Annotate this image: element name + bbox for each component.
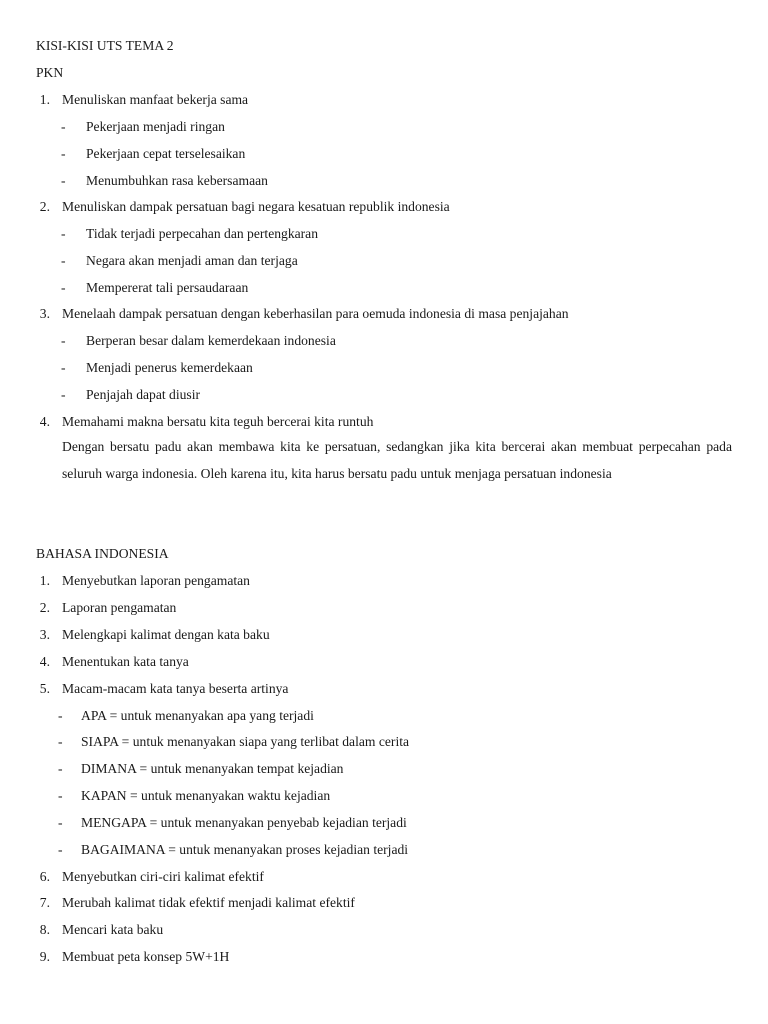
dash-bullet: - bbox=[58, 761, 63, 776]
list-number: 9. bbox=[39, 949, 50, 964]
sub-item-text: MENGAPA = untuk menanyakan penyebab kejadian terjadi bbox=[81, 815, 407, 830]
dash-bullet: - bbox=[61, 360, 66, 375]
sub-item-text: DIMANA = untuk menanyakan tempat kejadian bbox=[81, 761, 344, 776]
sub-item-text: Mempererat tali persaudaraan bbox=[86, 280, 249, 295]
sub-item-text: Berperan besar dalam kemerdekaan indonesia bbox=[86, 333, 336, 348]
list-item-text: Menyebutkan laporan pengamatan bbox=[62, 573, 250, 588]
dash-bullet: - bbox=[61, 333, 66, 348]
explanation-paragraph: Dengan bersatu padu akan membawa kita ke persatuan, sedangkan jika kita bercerai akan membuat perpecahan pada seluruh warga indonesia. Oleh karena itu, kita harus bersatu padu untuk menjaga persatuan indonesia bbox=[62, 439, 732, 481]
sub-item-text: Penjajah dapat diusir bbox=[86, 387, 201, 402]
list-item-text: Membuat peta konsep 5W+1H bbox=[62, 949, 230, 964]
dash-bullet: - bbox=[61, 253, 66, 268]
list-number: 2. bbox=[39, 199, 50, 214]
list-item-text: Merubah kalimat tidak efektif menjadi kalimat efektif bbox=[62, 895, 355, 910]
dash-bullet: - bbox=[58, 788, 63, 803]
dash-bullet: - bbox=[61, 280, 66, 295]
sub-item-text: BAGAIMANA = untuk menanyakan proses kejadian terjadi bbox=[81, 842, 409, 857]
list-number: 6. bbox=[39, 869, 50, 884]
list-number: 4. bbox=[39, 414, 50, 429]
list-item-text: Menuliskan dampak persatuan bagi negara kesatuan republik indonesia bbox=[62, 199, 450, 214]
list-number: 1. bbox=[39, 573, 50, 588]
sub-item-text: Pekerjaan cepat terselesaikan bbox=[86, 146, 246, 161]
list-number: 3. bbox=[39, 627, 50, 642]
list-item-text: Menyebutkan ciri-ciri kalimat efektif bbox=[62, 869, 264, 884]
dash-bullet: - bbox=[61, 387, 66, 402]
list-number: 3. bbox=[39, 306, 50, 321]
dash-bullet: - bbox=[58, 815, 63, 830]
dash-bullet: - bbox=[58, 842, 63, 857]
list-number: 1. bbox=[39, 92, 50, 107]
list-number: 4. bbox=[39, 654, 50, 669]
dash-bullet: - bbox=[61, 173, 66, 188]
sub-item-text: Menumbuhkan rasa kebersamaan bbox=[86, 173, 268, 188]
section-heading-pkn: PKN bbox=[36, 65, 64, 80]
list-item-text: Mencari kata baku bbox=[62, 922, 164, 937]
list-number: 8. bbox=[39, 922, 50, 937]
dash-bullet: - bbox=[61, 146, 66, 161]
list-item-text: Menelaah dampak persatuan dengan keberhasilan para oemuda indonesia di masa penjajahan bbox=[62, 306, 569, 321]
sub-item-text: APA = untuk menanyakan apa yang terjadi bbox=[81, 708, 314, 723]
list-item-text: Laporan pengamatan bbox=[62, 600, 177, 615]
dash-bullet: - bbox=[61, 119, 66, 134]
list-item-text: Melengkapi kalimat dengan kata baku bbox=[62, 627, 270, 642]
dash-bullet: - bbox=[61, 226, 66, 241]
section-heading-bahasa-indonesia: BAHASA INDONESIA bbox=[36, 546, 169, 561]
list-item-text: Menuliskan manfaat bekerja sama bbox=[62, 92, 249, 107]
sub-item-text: Menjadi penerus kemerdekaan bbox=[86, 360, 253, 375]
sub-item-text: Pekerjaan menjadi ringan bbox=[86, 119, 225, 134]
sub-item-text: Negara akan menjadi aman dan terjaga bbox=[86, 253, 298, 268]
list-number: 5. bbox=[39, 681, 50, 696]
dash-bullet: - bbox=[58, 708, 63, 723]
list-number: 7. bbox=[39, 895, 50, 910]
list-item-text: Memahami makna bersatu kita teguh bercerai kita runtuh bbox=[62, 414, 374, 429]
sub-item-text: KAPAN = untuk menanyakan waktu kejadian bbox=[81, 788, 331, 803]
list-item-text: Menentukan kata tanya bbox=[62, 654, 189, 669]
dash-bullet: - bbox=[58, 734, 63, 749]
sub-item-text: Tidak terjadi perpecahan dan pertengkaran bbox=[86, 226, 319, 241]
list-item-text: Macam-macam kata tanya beserta artinya bbox=[62, 681, 289, 696]
sub-item-text: SIAPA = untuk menanyakan siapa yang terlibat dalam cerita bbox=[81, 734, 410, 749]
list-number: 2. bbox=[39, 600, 50, 615]
document-title: KISI-KISI UTS TEMA 2 bbox=[36, 38, 174, 53]
